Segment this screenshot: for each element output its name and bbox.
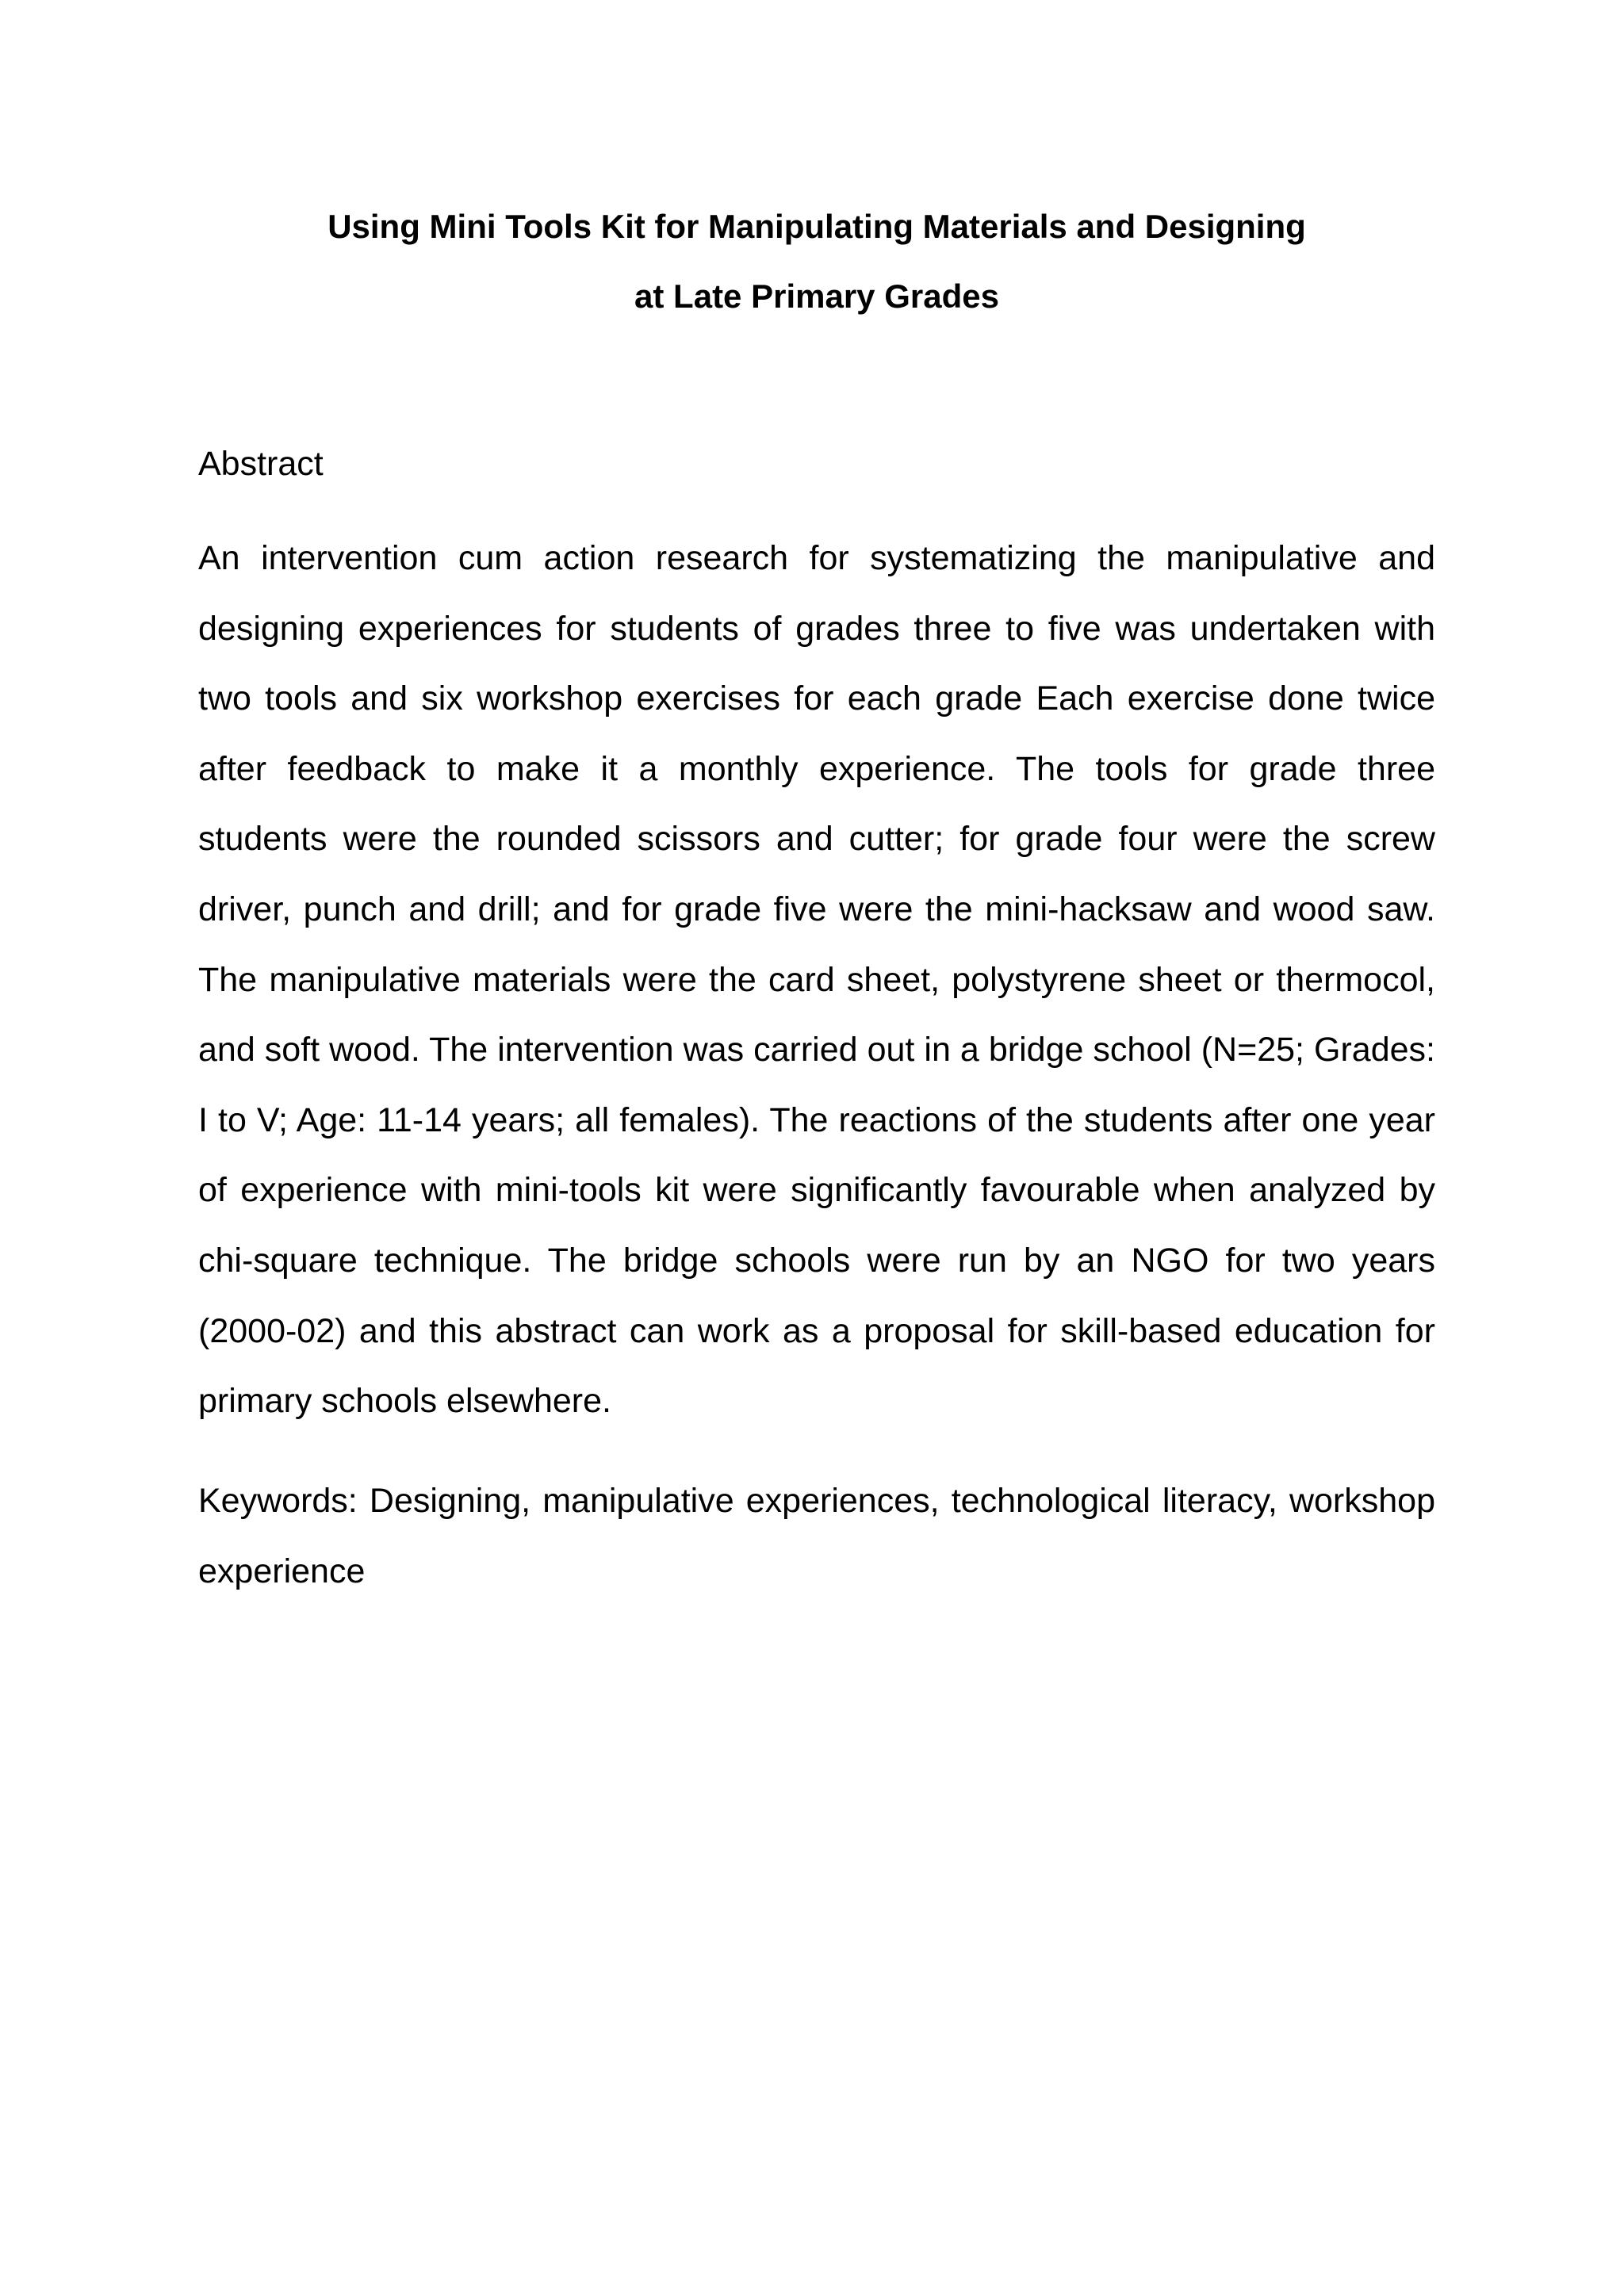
paper-title-line-1: Using Mini Tools Kit for Manipulating Materials and Designing — [327, 208, 1306, 245]
abstract-heading: Abstract — [198, 445, 324, 483]
keywords: Keywords: Designing, manipulative experiences, technological literacy, workshop experience — [198, 1482, 1435, 1590]
paper-title — [198, 192, 1435, 331]
paper-title-line-2: at Late Primary Grades — [634, 277, 999, 315]
abstract-body: An intervention cum action research for systematizing the manipulative and designing experiences for students of grades three to five was undertaken with two tools and six workshop exercises for each grade Each exercise done twice after feedback to make it a monthly experience. The tools for grade three students were the rounded scissors and cutter; for grade four were the screw driver, punch and drill; and for grade five were the mini-hacksaw and wood saw. The manipulative materials were the card sheet, polystyrene sheet or thermocol, and soft wood. The intervention was carried out in a bridge school (N=25; Grades: I to V; Age: 11-14 years; all females). The reactions of the students after one year of experience with mini-tools kit were significantly favourable when analyzed by chi-square technique. The bridge schools were run by an NGO for two years (2000-02) and this abstract can work as a proposal for skill-based education for primary schools elsewhere. — [198, 539, 1435, 1421]
